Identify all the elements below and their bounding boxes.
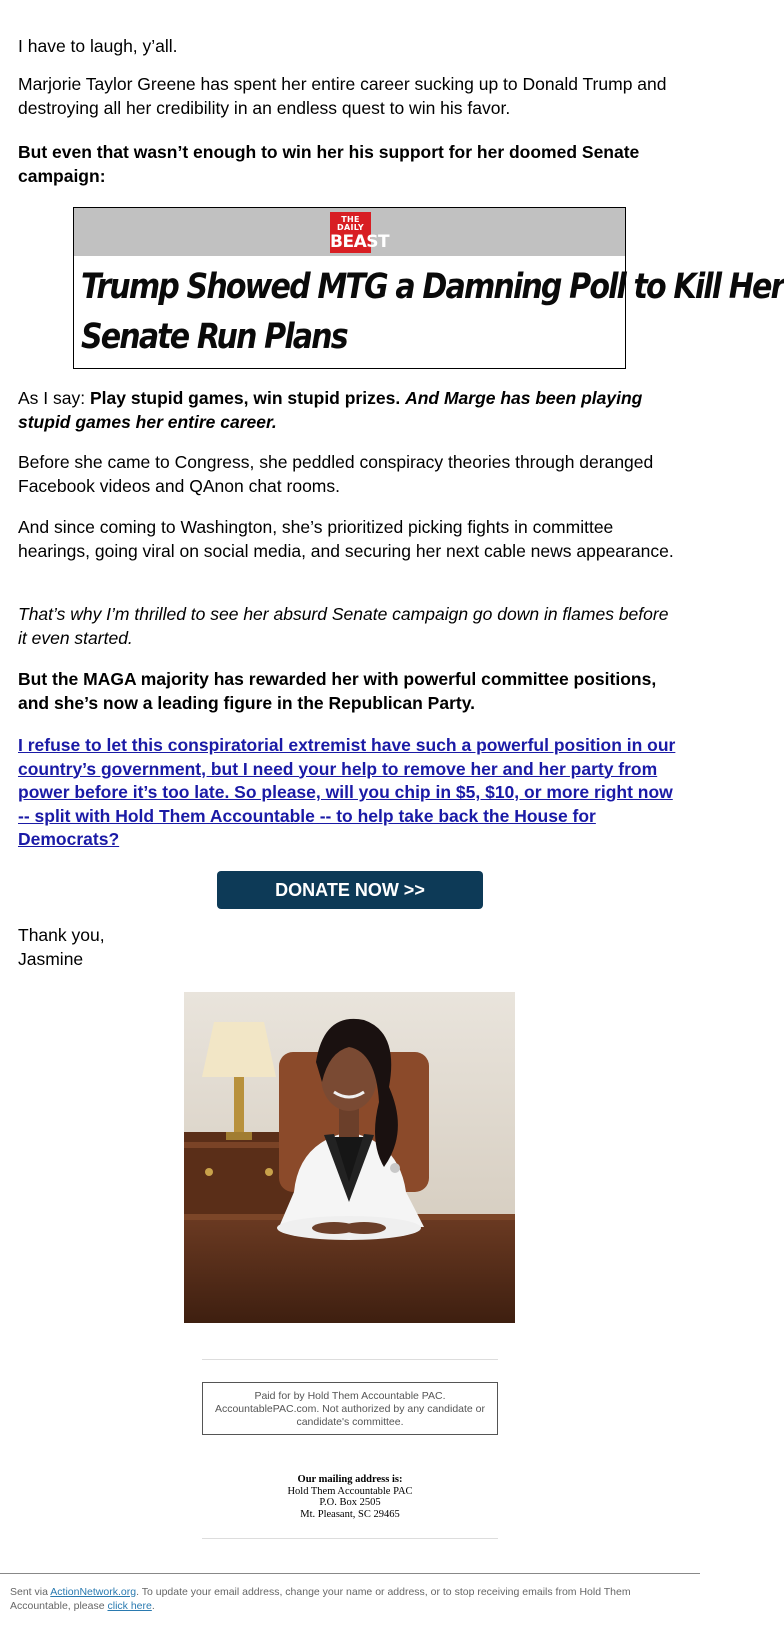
donate-button[interactable]: DONATE NOW >> [217,871,483,909]
paragraph-washington: And since coming to Washington, she’s prioritized picking fights in committee hearings, going viral on social media, and securing her next cable news appearance. [18,517,674,561]
logo-line1: THE DAILY [337,215,364,232]
stupid-games-prefix: As I say: [18,388,90,408]
mailing-line3: Mt. Pleasant, SC 29465 [300,1508,400,1520]
signature-name: Jasmine [18,948,84,969]
paragraph-senate-support: But even that wasn’t enough to win her his support for her doomed Senate campaign: [18,142,640,186]
cta-link[interactable]: I refuse to let this conspiratorial extremist have such a powerful position in our country’s government, but I need your help to remove her and her party from power before it’s too late. So please, will you chip in $5, $10, or more right now -- split with Hold Them Accountable -- to help take back the House for Democrats? [18,735,676,849]
stupid-games-bold-italic: And Marge has been playing stupid games her entire career. [18,388,643,432]
headline-image[interactable] [73,207,784,369]
logo-line2: BEAST [330,232,390,252]
actionnetwork-link[interactable]: ActionNetwork.org [50,1586,137,1598]
mailing-address [200,1474,500,1520]
footer-middle: . To update your email address, change your name or address, or to stop receiving emails from Hold Them Accountable, please [10,1586,631,1612]
signature-block [18,924,105,971]
signoff-text: Thank you, [18,925,105,945]
intro-text: I have to laugh, y’all. [18,36,178,56]
paragraph-conspiracy: Before she came to Congress, she peddled conspiracy theories through deranged Facebook videos and QAnon chat rooms. [18,452,654,496]
divider-top [202,1359,498,1360]
portrait-illustration [184,992,515,1323]
cta-paragraph [18,734,682,852]
footer-suffix: . [151,1599,155,1612]
footer-divider [0,1573,700,1574]
mailing-line2: P.O. Box 2505 [319,1497,381,1508]
paragraph-career: Marjorie Taylor Greene has spent her entire career sucking up to Donald Trump and destroying all her credibility in an endless quest to win his favor. [18,74,667,118]
paragraph-stupid-games [18,387,682,434]
footer-prefix: Sent via [10,1586,51,1598]
unsubscribe-link[interactable]: click here [107,1599,152,1612]
paragraph-thrilled: That’s why I’m thrilled to see her absurd Senate campaign go down in flames before it even started. [18,604,669,648]
stupid-games-bold: Play stupid games, win stupid prizes. [89,388,401,408]
headline-line1: Trump Showed MTG a Damning Poll to Kill Her [81,267,784,307]
mailing-line1: Hold Them Accountable PAC [287,1485,413,1497]
divider-bottom [202,1538,498,1539]
headline-image-banner [74,208,625,256]
paragraph-maga-majority: But the MAGA majority has rewarded her with powerful committee positions, and she’s now a leading figure in the Republican Party. [18,669,657,713]
paid-for-disclaimer: Paid for by Hold Them Accountable PAC. AccountablePAC.com. Not authorized by any candidate or candidate's committee. [202,1382,498,1435]
daily-beast-logo [330,212,390,253]
footer-text [10,1586,690,1613]
headline-line2: Senate Run Plans [81,317,347,357]
headline-text [81,262,784,362]
mailing-title: Our mailing address is: [297,1474,403,1485]
portrait-photo [184,992,515,1323]
